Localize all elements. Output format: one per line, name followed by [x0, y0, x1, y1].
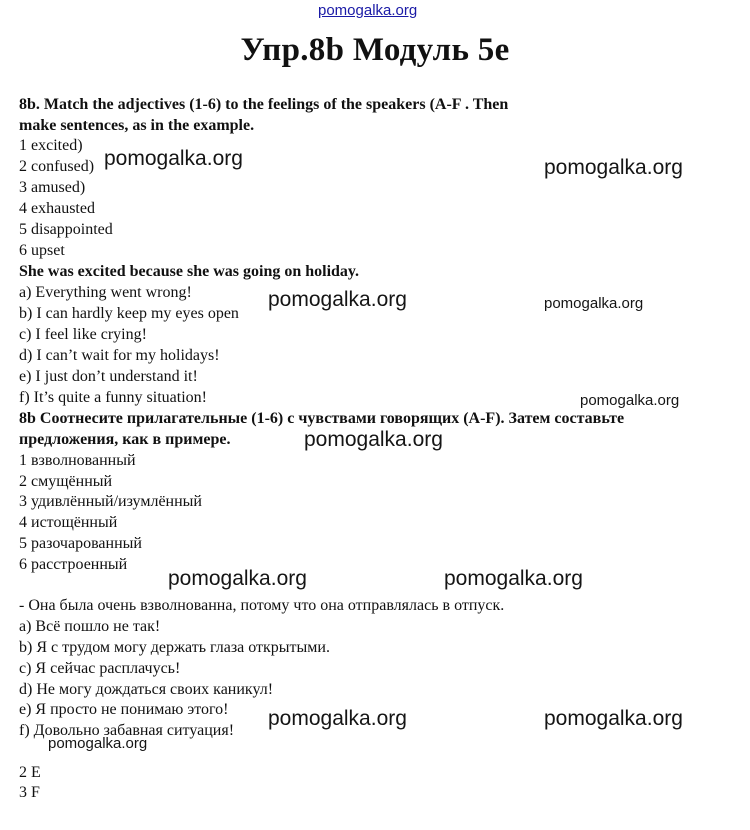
feeling-en-item: b) I can hardly keep my eyes open: [19, 305, 239, 322]
instruction-ru-line-1: 8b Соотнесите прилагательные (1-6) с чувствами говорящих (A-F). Затем составьте: [19, 410, 625, 427]
instruction-ru-line-2: предложения, как в примере.: [19, 431, 231, 448]
feeling-ru-item: f) Довольно забавная ситуация!: [19, 722, 235, 739]
watermark: pomogalka.org: [268, 288, 407, 311]
watermark: pomogalka.org: [304, 428, 443, 451]
adjective-en-item: 2 confused): [19, 158, 95, 175]
site-link[interactable]: pomogalka.org: [318, 2, 418, 19]
adjective-ru-item: 5 разочарованный: [19, 535, 142, 552]
adjective-en-item: 5 disappointed: [19, 221, 113, 238]
watermark: pomogalka.org: [48, 735, 148, 752]
adjective-en-item: 4 exhausted: [19, 200, 95, 217]
adjective-ru-item: 4 истощённый: [19, 514, 118, 531]
watermark: pomogalka.org: [268, 707, 407, 730]
feeling-ru-item: a) Всё пошло не так!: [19, 618, 161, 635]
feeling-en-item: c) I feel like crying!: [19, 326, 147, 343]
adjective-en-item: 6 upset: [19, 242, 65, 259]
adjective-en-item: 3 amused): [19, 179, 86, 196]
watermark: pomogalka.org: [168, 567, 307, 590]
adjective-ru-item: 1 взволнованный: [19, 452, 136, 469]
watermark: pomogalka.org: [580, 392, 680, 409]
feeling-en-item: a) Everything went wrong!: [19, 284, 192, 301]
feeling-ru-item: b) Я с трудом могу держать глаза открытыми.: [19, 639, 330, 656]
feeling-ru-item: d) Не могу дождаться своих каникул!: [19, 681, 274, 698]
example-en: She was excited because she was going on holiday.: [19, 263, 360, 280]
feeling-ru-item: c) Я сейчас расплачусь!: [19, 660, 181, 677]
answer-item: 2 E: [19, 764, 41, 781]
adjective-ru-item: 3 удивлённый/изумлённый: [19, 493, 202, 510]
watermark: pomogalka.org: [544, 156, 683, 179]
adjective-en-item: 1 excited): [19, 137, 83, 154]
page-title: Упр.8b Модуль 5е: [240, 32, 510, 68]
feeling-en-item: f) It’s quite a funny situation!: [19, 389, 207, 406]
instruction-en-line-1: 8b. Match the adjectives (1-6) to the feelings of the speakers (A-F . Then: [19, 96, 509, 113]
feeling-en-item: e) I just don’t understand it!: [19, 368, 198, 385]
watermark: pomogalka.org: [104, 147, 243, 170]
adjective-ru-item: 6 расстроенный: [19, 556, 128, 573]
feeling-ru-item: e) Я просто не понимаю этого!: [19, 701, 229, 718]
example-ru: - Она была очень взволнованна, потому что она отправлялась в отпуск.: [19, 597, 505, 614]
watermark: pomogalka.org: [544, 295, 644, 312]
watermark: pomogalka.org: [544, 707, 683, 730]
adjective-ru-item: 2 смущённый: [19, 473, 113, 490]
answer-item: 3 F: [19, 784, 40, 801]
instruction-en-line-2: make sentences, as in the example.: [19, 117, 255, 134]
feeling-en-item: d) I can’t wait for my holidays!: [19, 347, 220, 364]
watermark: pomogalka.org: [444, 567, 583, 590]
